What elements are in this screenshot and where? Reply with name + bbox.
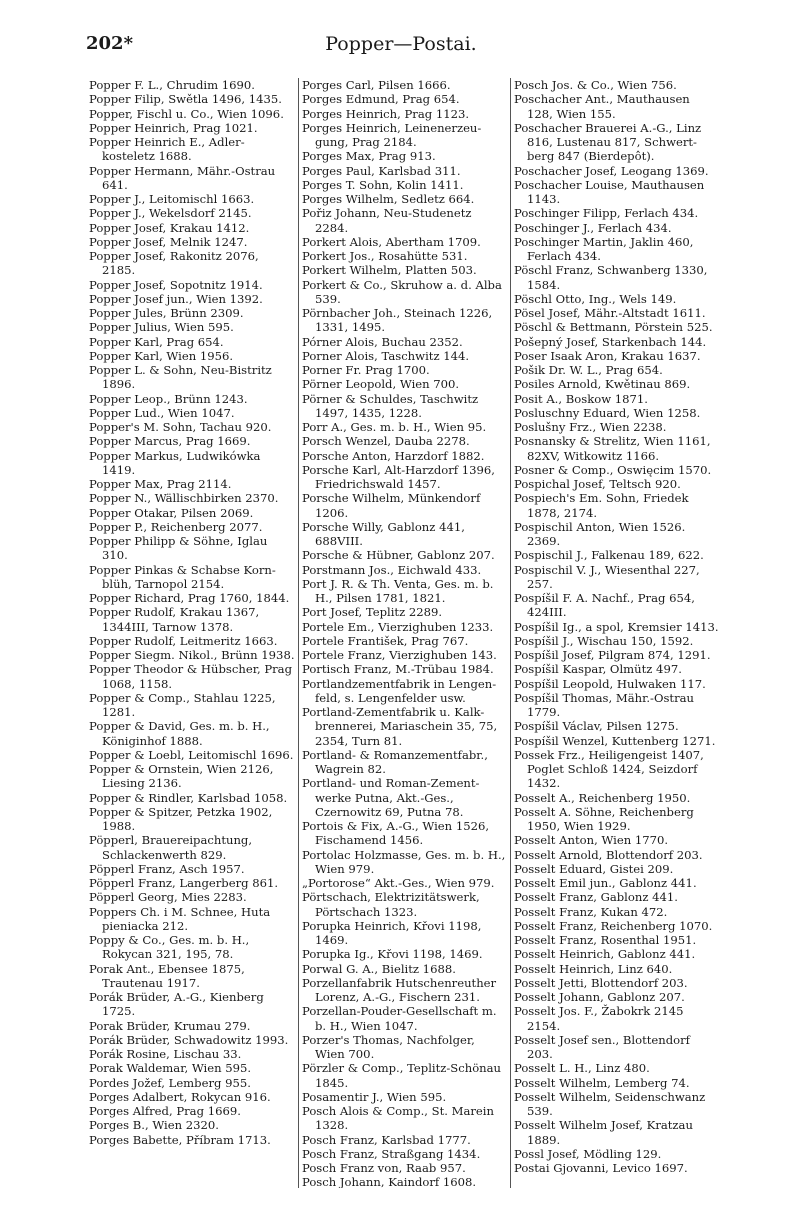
directory-entry: Popper Heinrich, Prag 1021. [89, 120, 258, 135]
directory-entry: Popper Otakar, Pilsen 2069. [89, 505, 254, 520]
directory-entry: Popper Theodor & Hübscher, Prag 1068, 1158. [89, 662, 296, 691]
directory-entry: Porsche Anton, Harzdorf 1882. [302, 448, 485, 463]
directory-entry: Porupka Heinrich, Křovi 1198, 1469. [302, 918, 486, 947]
directory-entry: Porák Rosine, Lischau 33. [89, 1047, 242, 1061]
directory-entry: Pospíšil Kaspar, Olmütz 497. [514, 662, 682, 677]
directory-entry: Port Josef, Teplitz 2289. [302, 605, 443, 620]
directory-entry: Pöpperl Franz, Langerberg 861. [89, 876, 279, 890]
directory-entry: Popper Richard, Prag 1760, 1844. [89, 591, 290, 605]
directory-entry: Portisch Franz, M.-Trübau 1984. [302, 662, 494, 677]
directory-entry: Posselt Eduard, Gistei 209. [514, 861, 674, 876]
directory-entry: Porkert & Co., Skruhow a. d. Alba 539. [302, 277, 506, 306]
directory-entry: Porsch Wenzel, Dauba 2278. [302, 434, 470, 449]
directory-entry: Portlandzementfabrik in Lengen-feld, s. Lengenfelder usw. [302, 676, 497, 705]
directory-entry: Posselt A., Reichenberg 1950. [514, 790, 691, 805]
directory-entry: Pospíšil F. A. Nachf., Prag 654, 424III. [514, 591, 699, 620]
directory-entry: Popper Karl, Wien 1956. [89, 348, 234, 363]
directory-entry: Popper & Ornstein, Wien 2126, Liesing 2136. [89, 762, 278, 791]
directory-entry: Popper N., Wällischbirken 2370. [89, 491, 279, 506]
directory-entry: Popper & Loebl, Leitomischl 1696. [89, 747, 294, 762]
directory-entry: Poschacher Ant., Mauthausen 128, Wien 155. [514, 92, 694, 121]
directory-entry: Port J. R. & Th. Venta, Ges. m. b. H., Pilsen 1781, 1821. [302, 576, 498, 605]
directory-entry: Popper, Fischl u. Co., Wien 1096. [89, 106, 284, 121]
directory-entry: Pöschl Otto, Ing., Wels 149. [514, 291, 677, 306]
directory-entry: Possl Josef, Mödling 129. [514, 1146, 662, 1161]
directory-entry: Popper & Spitzer, Petzka 1902, 1988. [89, 804, 276, 833]
directory-entry: Poppy & Co., Ges. m. b. H., Rokycan 321, 195, 78. [89, 933, 253, 962]
directory-entry: Posamentir J., Wien 595. [302, 1089, 447, 1104]
directory-entry: Posch Franz, Karlsbad 1777. [302, 1132, 471, 1147]
directory-entry: Portele František, Prag 767. [302, 633, 469, 648]
directory-entry: Posner & Comp., Oswięcim 1570. [514, 462, 712, 477]
directory-entry: Popper & Rindler, Karlsbad 1058. [89, 790, 288, 805]
directory-entry: Popper Josef jun., Wien 1392. [89, 291, 263, 306]
directory-entry: Popper Max, Prag 2114. [89, 477, 232, 491]
directory-entry: Portele Franz, Vierzighuben 143. [302, 648, 497, 662]
directory-entry: Porak Ant., Ebensee 1875, Trautenau 1917. [89, 961, 249, 990]
directory-entry: Porkert Wilhelm, Platten 503. [302, 263, 477, 278]
directory-column [298, 78, 510, 1188]
directory-entry: Pospíšil J., Wischau 150, 1592. [514, 633, 694, 648]
directory-entry: Pöschl Franz, Schwanberg 1330, 1584. [514, 263, 712, 292]
directory-entry: Porsche & Hübner, Gablonz 207. [302, 548, 495, 563]
directory-entry: Porák Brüder, Schwadowitz 1993. [89, 1032, 289, 1047]
directory-entry: Porges T. Sohn, Kolin 1411. [302, 177, 464, 192]
directory-entry: Pořiz Johann, Neu-Studenetz 2284. [302, 206, 476, 235]
directory-entry: Pospíšil Wenzel, Kuttenberg 1271. [514, 733, 716, 748]
directory-entry: Pospichal Josef, Teltsch 920. [514, 477, 681, 491]
directory-entry: Porwal G. A., Bielitz 1688. [302, 961, 456, 976]
directory-entry: Pörzler & Comp., Teplitz-Schönau 1845. [302, 1061, 505, 1090]
directory-entry: Porges Adalbert, Rokycan 916. [89, 1089, 271, 1104]
directory-entry: Porupka Ig., Křovi 1198, 1469. [302, 947, 483, 962]
directory-entry: Popper Heinrich E., Adler-kosteletz 1688. [89, 135, 245, 164]
directory-entry: Popper Siegm. Nikol., Brünn 1938. [89, 648, 295, 662]
directory-entry: Posch Johann, Kaindorf 1608. [302, 1175, 477, 1188]
directory-entry: Porges Wilhelm, Sedletz 664. [302, 192, 475, 206]
directory-entry: Posselt Wilhelm, Seidenschwanz 539. [514, 1089, 709, 1118]
directory-entry: Posselt Franz, Kukan 472. [514, 904, 668, 919]
directory-entry: Pošik Dr. W. L., Prag 654. [514, 363, 663, 377]
directory-entry: Porsche Wilhelm, Münkendorf 1206. [302, 491, 484, 520]
directory-entry: Pöpperl Georg, Mies 2283. [89, 890, 247, 905]
directory-entry: Porsche Karl, Alt-Harzdorf 1396, Friedrichswald 1457. [302, 462, 499, 491]
directory-entry: „Portorose“ Akt.-Ges., Wien 979. [302, 876, 495, 890]
directory-entry: Popper Jules, Brünn 2309. [89, 306, 244, 320]
directory-entry: Popper Lud., Wien 1047. [89, 405, 235, 420]
directory-entry: Pösel Josef, Mähr.-Altstadt 1611. [514, 306, 706, 320]
directory-entry: Poschacher Josef, Leogang 1369. [514, 163, 709, 178]
directory-entry: Posselt Wilhelm, Lemberg 74. [514, 1075, 690, 1090]
page-title: Popper—Postai. [325, 33, 477, 55]
directory-entry: Pörner & Schuldes, Taschwitz 1497, 1435, 1228. [302, 391, 482, 420]
directory-entry: Popper Pinkas & Schabse Korn-blüh, Tarnopol 2154. [89, 562, 276, 591]
directory-entry: Posselt Heinrich, Linz 640. [514, 961, 673, 976]
directory-entry: Porák Brüder, A.-G., Kienberg 1725. [89, 990, 268, 1019]
directory-entry: Pospischil V. J., Wiesenthal 227, 257. [514, 562, 704, 591]
directory-entry: Porzer's Thomas, Nachfolger, Wien 700. [302, 1032, 479, 1061]
directory-columns [86, 78, 724, 1188]
page-number: 202* [86, 33, 133, 54]
directory-entry: Pörtschach, Elektrizitätswerk, Pörtschach 1323. [302, 890, 484, 919]
directory-entry: Popper F. L., Chrudim 1690. [89, 78, 255, 92]
directory-entry: Porsche Willy, Gablonz 441, 688VIII. [302, 519, 469, 548]
directory-entry: Poschinger Filipp, Ferlach 434. [514, 206, 699, 221]
directory-entry: Posselt Emil jun., Gablonz 441. [514, 876, 697, 890]
directory-entry: Popper P., Reichenberg 2077. [89, 519, 263, 534]
directory-entry: Posselt Franz, Gablonz 441. [514, 890, 678, 905]
directory-entry: Posch Franz von, Raab 957. [302, 1161, 466, 1175]
directory-entry: Posluschny Eduard, Wien 1258. [514, 405, 701, 420]
directory-entry: Posit A., Boskow 1871. [514, 391, 648, 406]
directory-entry: Posselt Josef sen., Blottendorf 203. [514, 1032, 694, 1061]
directory-entry: Porr A., Ges. m. b. H., Wien 95. [302, 420, 487, 434]
directory-entry: Posselt Jos. F., Žabokrk 2145 2154. [514, 1004, 688, 1033]
directory-entry: Popper Josef, Rakonitz 2076, 2185. [89, 249, 263, 278]
directory-entry: Pospíšil Ig., a spol, Kremsier 1413. [514, 619, 719, 634]
directory-entry: Poschinger J., Ferlach 434. [514, 220, 672, 235]
directory-entry: Porner Fr. Prag 1700. [302, 363, 430, 377]
directory-entry: Popper Karl, Prag 654. [89, 334, 224, 349]
directory-entry: Posselt Arnold, Blottendorf 203. [514, 847, 703, 862]
directory-entry: Porkert Alois, Abertham 1709. [302, 234, 481, 249]
directory-entry: Popper & David, Ges. m. b. H., Königinhof 1888. [89, 719, 274, 748]
directory-entry: Popper Josef, Krakau 1412. [89, 220, 250, 235]
directory-entry: Popper Leop., Brünn 1243. [89, 391, 248, 406]
directory-entry: Porges Alfred, Prag 1669. [89, 1104, 241, 1118]
directory-entry: Popper Markus, Ludwikówka 1419. [89, 448, 265, 477]
directory-entry: Pórner Alois, Buchau 2352. [302, 334, 463, 349]
directory-entry: Posselt Wilhelm Josef, Kratzau 1889. [514, 1118, 697, 1147]
directory-entry: Posselt Franz, Reichenberg 1070. [514, 918, 713, 933]
directory-entry: Portland-Zementfabrik u. Kalk-brennerei, Mariaschein 35, 75, 2354, Turn 81. [302, 705, 501, 748]
directory-entry: Popper Josef, Melnik 1247. [89, 234, 248, 249]
directory-entry: Porner Alois, Taschwitz 144. [302, 348, 470, 363]
directory-entry: Popper Julius, Wien 595. [89, 320, 234, 335]
directory-entry: Porges Heinrich, Leinenerzeu-gung, Prag 2184. [302, 120, 482, 149]
directory-entry: Portois & Fix, A.-G., Wien 1526, Fischamend 1456. [302, 819, 493, 848]
directory-entry: Popper Rudolf, Leitmeritz 1663. [89, 633, 278, 648]
directory-entry: Porges Edmund, Prag 654. [302, 92, 460, 107]
directory-entry: Poslušny Frz., Wien 2238. [514, 420, 667, 434]
directory-entry: Porges Carl, Pilsen 1666. [302, 78, 451, 92]
directory-entry: Pospischil J., Falkenau 189, 622. [514, 548, 704, 563]
directory-entry: Pospíšil Leopold, Hulwaken 117. [514, 676, 706, 691]
directory-entry: Pošepný Josef, Starkenbach 144. [514, 334, 707, 349]
directory-entry: Pörnbacher Joh., Steinach 1226, 1331, 1495. [302, 306, 496, 335]
directory-entry: Posch Alois & Comp., St. Marein 1328. [302, 1104, 498, 1133]
directory-entry: Pospiech's Em. Sohn, Friedek 1878, 2174. [514, 491, 693, 520]
directory-entry: Poschacher Brauerei A.-G., Linz 816, Lustenau 817, Schwert-berg 847 (Bierdepôt). [514, 120, 705, 164]
directory-entry: Pospischil Anton, Wien 1526. 2369. [514, 519, 690, 548]
directory-entry: Posselt Franz, Rosenthal 1951. [514, 933, 697, 947]
directory-entry: Posselt Jetti, Blottendorf 203. [514, 975, 688, 990]
directory-entry: Popper Philipp & Söhne, Iglau 310. [89, 534, 272, 563]
directory-entry: Porges Babette, Příbram 1713. [89, 1132, 271, 1147]
directory-entry: Portland- & Romanzementfabr., Wagrein 82. [302, 747, 492, 776]
directory-entry: Porkert Jos., Rosahütte 531. [302, 249, 468, 263]
directory-entry: Posch Franz, Straßgang 1434. [302, 1146, 481, 1161]
directory-entry: Popper Josef, Sopotnitz 1914. [89, 277, 263, 292]
directory-entry: Popper Filip, Swětla 1496, 1435. [89, 92, 282, 107]
directory-entry: Porges B., Wien 2320. [89, 1118, 219, 1133]
directory-entry: Posch Jos. & Co., Wien 756. [514, 78, 677, 92]
directory-entry: Popper Hermann, Mähr.-Ostrau 641. [89, 163, 279, 192]
directory-entry: Posselt Johann, Gablonz 207. [514, 990, 685, 1004]
directory-entry: Postai Gjovanni, Levico 1697. [514, 1161, 688, 1175]
directory-entry: Pöschl & Bettmann, Pörstein 525. [514, 320, 713, 335]
directory-entry: Pospíšil Václav, Pilsen 1275. [514, 719, 679, 734]
directory-entry: Posselt Anton, Wien 1770. [514, 833, 669, 848]
directory-entry: Popper & Comp., Stahlau 1225, 1281. [89, 690, 280, 719]
directory-entry: Posnansky & Strelitz, Wien 1161, 82XV, Witkowitz 1166. [514, 434, 715, 463]
directory-column [510, 78, 722, 1188]
directory-entry: Pordes Jožef, Lemberg 955. [89, 1075, 251, 1090]
directory-entry: Poppers Ch. i M. Schnee, Huta pieniacka 212. [89, 904, 274, 933]
directory-entry: Portolac Holzmasse, Ges. m. b. H., Wien 979. [302, 847, 510, 876]
directory-entry: Posselt L. H., Linz 480. [514, 1061, 650, 1076]
directory-entry: Pospíšil Josef, Pilgram 874, 1291. [514, 648, 711, 662]
directory-entry: Pöpperl Franz, Asch 1957. [89, 861, 245, 876]
directory-entry: Porak Brüder, Krumau 279. [89, 1018, 251, 1033]
directory-entry: Porak Waldemar, Wien 595. [89, 1061, 252, 1076]
directory-entry: Poschacher Louise, Mauthausen 1143. [514, 177, 708, 206]
directory-entry: Porges Heinrich, Prag 1123. [302, 106, 470, 121]
directory-entry: Possek Frz., Heiligengeist 1407, Poglet Schloß 1424, Seizdorf 1432. [514, 747, 708, 791]
directory-entry: Popper J., Leitomischl 1663. [89, 192, 255, 206]
directory-entry: Pöpperl, Brauereipachtung, Schlackenwerth 829. [89, 833, 256, 862]
directory-entry: Portele Em., Vierzighuben 1233. [302, 619, 494, 634]
directory-entry: Poser Isaak Aron, Krakau 1637. [514, 348, 701, 363]
directory-entry: Popper Rudolf, Krakau 1367, 1344III, Tarnow 1378. [89, 605, 263, 634]
directory-entry: Porzellanfabrik Hutschenreuther Lorenz, A.-G., Fischern 231. [302, 975, 500, 1004]
directory-entry: Posselt A. Söhne, Reichenberg 1950, Wien 1929. [514, 804, 698, 833]
directory-entry: Poschinger Martin, Jaklin 460, Ferlach 434. [514, 234, 698, 263]
directory-entry: Popper's M. Sohn, Tachau 920. [89, 420, 272, 434]
directory-entry: Porstmann Jos., Eichwald 433. [302, 562, 482, 577]
directory-column [86, 78, 298, 1188]
directory-entry: Pörner Leopold, Wien 700. [302, 377, 460, 392]
directory-entry: Porges Max, Prag 913. [302, 149, 436, 164]
directory-entry: Portland- und Roman-Zement-werke Putna, Akt.-Ges., Czernowitz 69, Putna 78. [302, 776, 480, 819]
directory-entry: Pospíšil Thomas, Mähr.-Ostrau 1779. [514, 690, 698, 719]
directory-entry: Posiles Arnold, Kwětinau 869. [514, 377, 691, 392]
directory-entry: Popper L. & Sohn, Neu-Bistritz 1896. [89, 363, 276, 392]
directory-entry: Porges Paul, Karlsbad 311. [302, 163, 461, 178]
directory-entry: Posselt Heinrich, Gablonz 441. [514, 947, 696, 962]
directory-entry: Porzellan-Pouder-Gesellschaft m. b. H., Wien 1047. [302, 1004, 501, 1033]
directory-entry: Popper J., Wekelsdorf 2145. [89, 206, 252, 221]
directory-entry: Popper Marcus, Prag 1669. [89, 434, 251, 449]
